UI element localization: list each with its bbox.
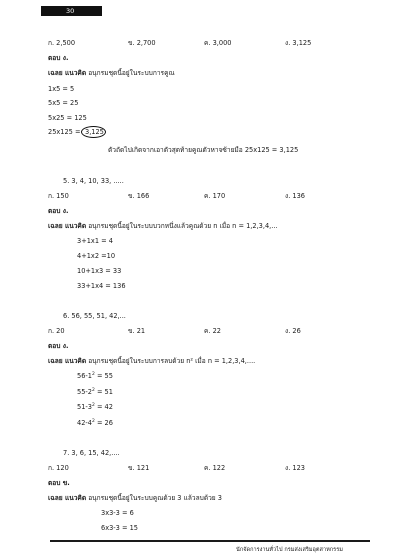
q5-solution-text: อนุกรมชุดนี้อยู่ในระบบบวกหนึ่งแล้วคูณด้วย n เมื่อ n = 1,2,3,4,...	[88, 222, 278, 230]
q6-solution-line	[48, 358, 255, 365]
q7-choice-a: ก. 120	[48, 464, 69, 472]
q6-step-2-result: = 51	[94, 388, 113, 397]
step-1: 1x5 = 5	[48, 85, 75, 93]
q6-answer: ตอบ ง.	[48, 342, 69, 350]
q5-choice-c: ค. 170	[204, 192, 226, 200]
q7-solution-label: เฉลย แนวคิด	[48, 494, 87, 502]
q6-choice-b: ข. 21	[128, 327, 146, 335]
q7-choice-c: ค. 122	[204, 464, 226, 472]
step-4: 25x125 =	[48, 128, 81, 136]
q5-question: 5. 3, 4, 10, 33, .....	[63, 177, 124, 185]
choice-a: ก. 2,500	[48, 39, 76, 47]
q6-choice-d: ง. 26	[285, 327, 301, 335]
q6-question: 6. 56, 55, 51, 42,...	[63, 312, 126, 320]
q5-choice-b: ข. 166	[128, 192, 150, 200]
q6-step-3	[77, 404, 113, 411]
footer-divider	[50, 540, 370, 542]
q6-step-3-base: 51-3	[77, 403, 92, 412]
q6-choice-c: ค. 22	[204, 327, 221, 335]
q6-step-3-result: = 42	[94, 403, 113, 412]
q5-choice-a: ก. 150	[48, 192, 69, 200]
q6-step-2-base: 55-2	[77, 388, 92, 397]
q6-choice-a: ก. 20	[48, 327, 65, 335]
q7-answer: ตอบ ข.	[48, 479, 70, 487]
q6-step-2-exp: 2	[91, 388, 95, 393]
solution-label: เฉลย แนวคิด	[48, 69, 87, 77]
q5-answer: ตอบ ง.	[48, 207, 69, 215]
footer-text: นักจัดการงานทั่วไป กรมส่งเสริมอุตสาหกรรม	[236, 547, 343, 553]
q5-step-2: 4+1x2 =10	[77, 252, 116, 260]
q6-step-1-result: = 55	[94, 372, 113, 381]
q7-question: 7. 3, 6, 15, 42,....	[63, 449, 120, 457]
q6-step-1	[77, 373, 113, 380]
q6-step-4	[77, 420, 113, 427]
q6-step-3-exp: 2	[91, 403, 95, 408]
note: ตัวถัดไปเกิดจากเอาตัวสุดท้ายคูณตัวหาจซ้ายมือ 25x125 = 3,125	[108, 146, 299, 154]
q5-solution-line	[48, 223, 278, 230]
q6-step-4-result: = 26	[94, 419, 113, 428]
q5-step-3: 10+1x3 = 33	[77, 267, 122, 275]
answer-circle	[81, 126, 106, 138]
q6-step-1-exp: 2	[91, 372, 95, 377]
step-3: 5x25 = 125	[48, 114, 87, 122]
q6-solution-text: อนุกรมชุดนี้อยู่ในระบบการลบด้วย n² เมื่อ n = 1,2,3,4,....	[88, 357, 256, 365]
q6-step-2	[77, 389, 113, 396]
solution-line	[48, 70, 175, 77]
q5-step-4: 33+1x4 = 136	[77, 282, 126, 290]
q5-step-1: 3+1x1 = 4	[77, 237, 113, 245]
q7-solution-line	[48, 495, 222, 502]
q5-solution-label: เฉลย แนวคิด	[48, 222, 87, 230]
q7-choice-d: ง. 123	[285, 464, 305, 472]
choice-d: ง. 3,125	[285, 39, 312, 47]
q7-step-2: 6x3-3 = 15	[101, 524, 138, 532]
q7-step-1: 3x3-3 = 6	[101, 509, 134, 517]
answer: ตอบ ง.	[48, 54, 69, 62]
page-number: 30	[41, 6, 102, 16]
choice-b: ข. 2,700	[128, 39, 156, 47]
solution-text: อนุกรมชุดนี้อยู่ในระบบการคูณ	[88, 69, 175, 77]
choice-c: ค. 3,000	[204, 39, 232, 47]
q7-choice-b: ข. 121	[128, 464, 150, 472]
q6-solution-label: เฉลย แนวคิด	[48, 357, 87, 365]
q6-step-4-exp: 2	[91, 419, 95, 424]
q7-solution-text: อนุกรมชุดนี้อยู่ในระบบคูณด้วย 3 แล้วลบด้วย 3	[88, 494, 222, 502]
q6-step-1-base: 56-1	[77, 372, 92, 381]
circled-answer: 3,125	[85, 128, 104, 136]
step-2: 5x5 = 25	[48, 99, 79, 107]
q5-choice-d: ง. 136	[285, 192, 305, 200]
q6-step-4-base: 42-4	[77, 419, 92, 428]
